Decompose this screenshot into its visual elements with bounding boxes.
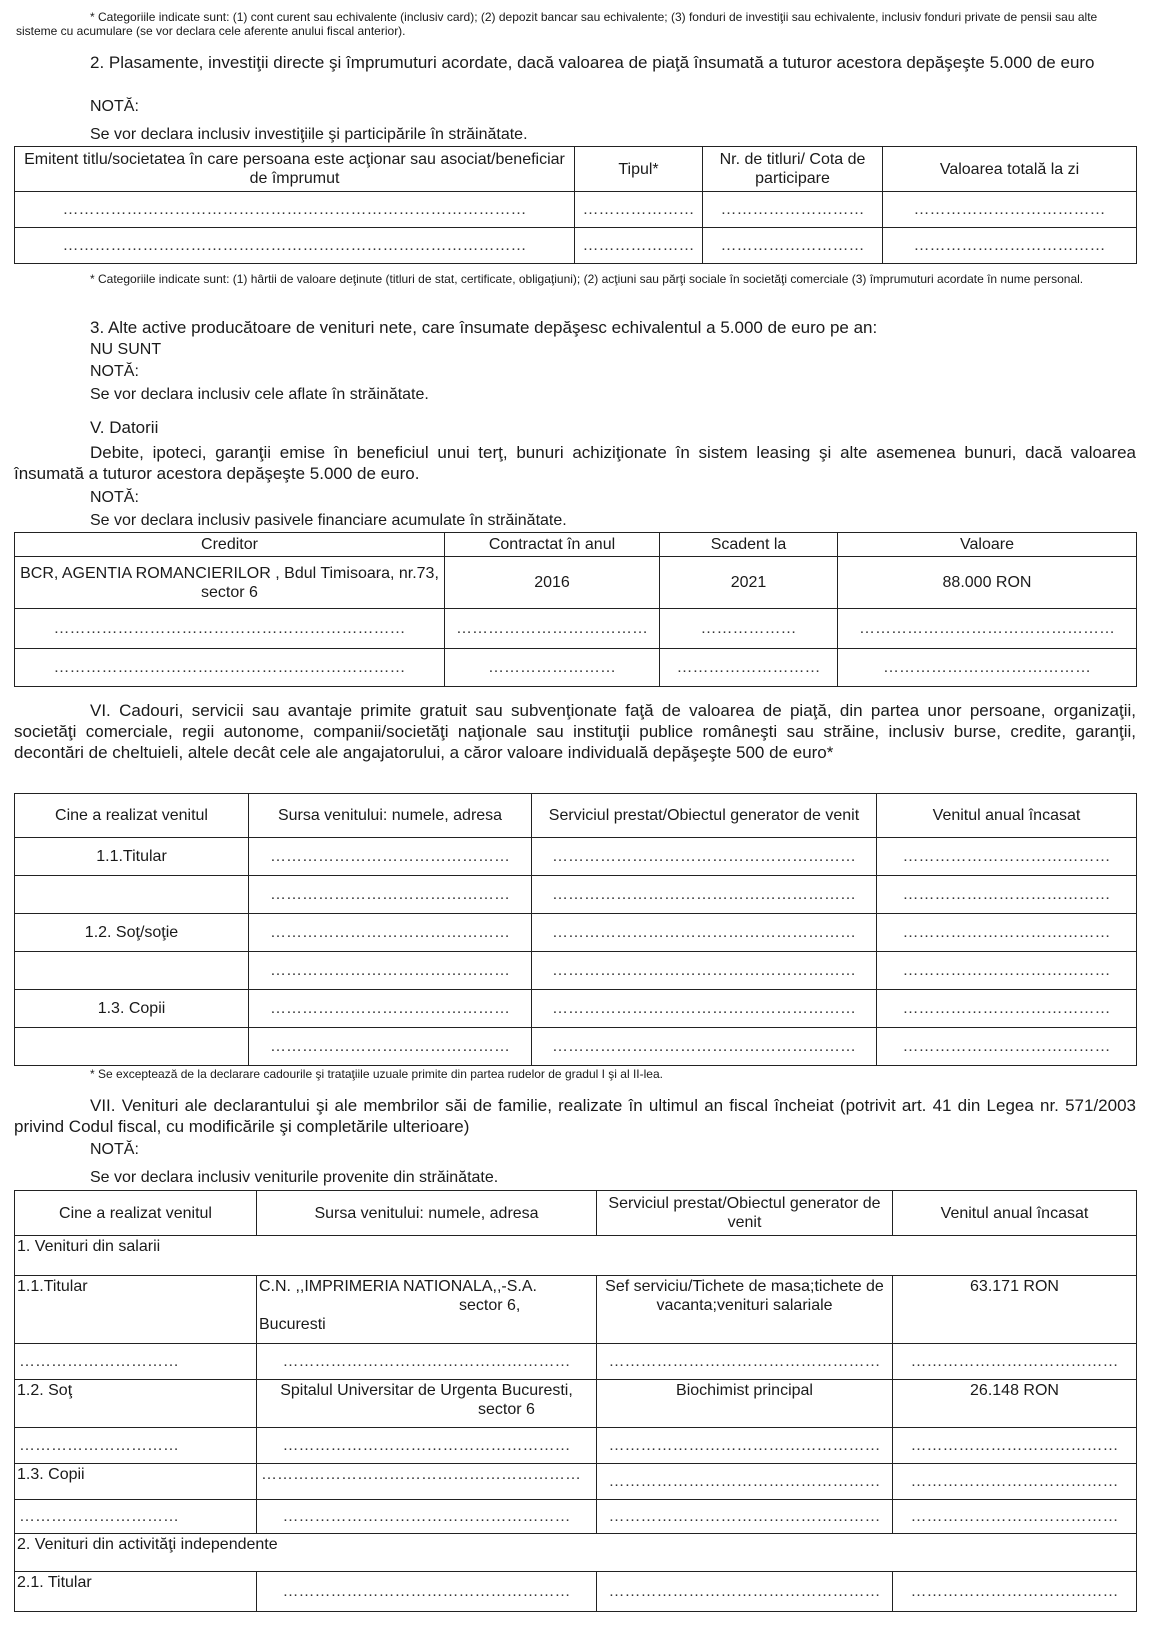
debts-header-due: Scadent la (660, 533, 838, 557)
section-5-nota-text: Se vor declara inclusiv pasivele financiare acumulate în străinătate. (90, 512, 567, 529)
table-row: 2.1. Titular ……………………………………………… …………………………………………… ………………………………… (15, 1572, 1137, 1612)
debts-table (14, 532, 1137, 687)
gifts-header-income: Venitul anual încasat (877, 794, 1137, 838)
section-2-heading: 2. Plasamente, investiţii directe şi împrumuturi acordate, dacă valoarea de piaţă însumată a tuturor acestora depăşeşte 5.000 de euro (90, 53, 1095, 72)
income-titular-service: Sef serviciu/Tichete de masa;tichete de vacanta;venituri salariale (597, 1276, 893, 1344)
section-7-nota-text: Se vor declara inclusiv veniturile provenite din străinătate. (90, 1169, 499, 1186)
section-2-nota: NOTĂ: (90, 98, 139, 115)
investments-header-value: Valoarea totală la zi (883, 147, 1137, 192)
table-row: ………………………………………………………… …………………… ……………………… ………………………………… (15, 649, 1137, 687)
table-row: ……………………………………… ………………………………………………… ………………………………… (15, 876, 1137, 914)
table-row: ………………………………………………………… ……………………………… ……………… ………………………………………… (15, 609, 1137, 649)
gifts-header-service: Serviciul prestat/Obiectul generator de venit (532, 794, 877, 838)
income-header-service: Serviciul prestat/Obiectul generator de venit (597, 1191, 893, 1236)
table-row: 1.3. Copii …………………………………………………… …………………………………………… ………………………………… (15, 1464, 1137, 1500)
table-row: ………………………… ……………………………………………… …………………………………………… ………………………………… (15, 1428, 1137, 1464)
income-spouse-amount: 26.148 RON (893, 1380, 1137, 1428)
debts-header-year: Contractat în anul (445, 533, 660, 557)
table-row: ……………………………………… ………………………………………………… ………………………………… (15, 1028, 1137, 1066)
income-children-label: 1.3. Copii (15, 1464, 257, 1500)
income-titular-amount: 63.171 RON (893, 1276, 1137, 1344)
income-header-income: Venitul anual încasat (893, 1191, 1137, 1236)
table-row: …………………………………………………………………………… ………………… ……………………… ……………………………… (15, 228, 1137, 264)
table-row: 1.1.Titular ……………………………………… ………………………………………………… ………………………………… (15, 838, 1137, 876)
debt-due: 2021 (660, 557, 838, 609)
table-row: ……………………………………… ………………………………………………… ………………………………… (15, 952, 1137, 990)
debts-header-creditor: Creditor (15, 533, 445, 557)
gifts-header-source: Sursa venitului: numele, adresa (249, 794, 532, 838)
table-row: 1.2. Soţ/soţie ……………………………………… ………………………………………………… ………………………………… (15, 914, 1137, 952)
debts-header-value: Valoare (838, 533, 1137, 557)
income-spouse-source: Spitalul Universitar de Urgenta Bucuresti, sector 6 (257, 1380, 597, 1428)
income-category-independent: 2. Venituri din activităţi independente (15, 1534, 1137, 1572)
income-header-source: Sursa venitului: numele, adresa (257, 1191, 597, 1236)
table-row: 1.3. Copii ……………………………………… ………………………………………………… ………………………………… (15, 990, 1137, 1028)
income-titular-label: 1.1.Titular (15, 1276, 257, 1344)
footnote-gifts: * Se exceptează de la declarare cadourile şi trataţiile uzuale primite din partea rudelor de gradul I şi al II-lea. (90, 1067, 663, 1081)
gifts-header-who: Cine a realizat venitul (15, 794, 249, 838)
table-row: …………………………………………………………………………… ………………… ……………………… ……………………………… (15, 192, 1137, 228)
section-5-text: Debite, ipoteci, garanţii emise în beneficiul unui terţ, bunuri achiziţionate în sistem leasing şi alte asemenea bunuri, dacă valoarea însumată a tuturor acestora depăşeşte 5.000 de euro. (14, 443, 1136, 483)
section-2-nota-text: Se vor declara inclusiv investiţiile şi participările în străinătate. (90, 126, 528, 143)
income-category-salaries: 1. Venituri din salarii (15, 1236, 1137, 1276)
income-header-who: Cine a realizat venitul (15, 1191, 257, 1236)
section-6-text: VI. Cadouri, servicii sau avantaje primite gratuit sau subvenţionate faţă de valoarea de piaţă, din partea unor persoane, organizaţii, societăţi comerciale, regii autonome, companii/societăţi naţionale sau instituţii publice româneşti sau străine, inclusiv burse, credite, garanţii, decontări de cheltuieli, altele decât cele ale angajatorului, a căror valoare individuală depăşeşte 500 de euro* (14, 701, 1136, 762)
section-3-value: NU SUNT (90, 341, 162, 358)
footnote-categories-accounts: * Categoriile indicate sunt: (1) cont curent sau echivalente (inclusiv card); (2) depozit bancar sau echivalente; (3) fonduri de investiţii sau echivalente, inclusiv fonduri private de pensii sau alte sisteme cu acumulare (se vor declara cele aferente anului fiscal anterior). (16, 10, 1098, 38)
investments-header-type: Tipul* (575, 147, 703, 192)
section-5-title: V. Datorii (90, 418, 159, 437)
debt-value: 88.000 RON (838, 557, 1137, 609)
section-7-text: VII. Venituri ale declarantului şi ale membrilor săi de familie, realizate în ultimul an fiscal încheiat (potrivit art. 41 din Legea nr. 571/2003 privind Codul fiscal, cu modificările şi completările ulterioare) (14, 1096, 1136, 1136)
table-row: ………………………… ……………………………………………… …………………………………………… ………………………………… (15, 1344, 1137, 1380)
investments-table (14, 146, 1137, 264)
income-spouse-service: Biochimist principal (597, 1380, 893, 1428)
section-3-heading: 3. Alte active producătoare de venituri nete, care însumate depăşesc echivalentul a 5.000 de euro pe an: (90, 318, 878, 337)
investments-header-issuer: Emitent titlu/societatea în care persoana este acţionar sau asociat/beneficiar de împrumut (15, 147, 575, 192)
gifts-row-titular: 1.1.Titular (15, 838, 249, 876)
income-spouse-label: 1.2. Soţ (15, 1380, 257, 1428)
debt-year: 2016 (445, 557, 660, 609)
table-row (15, 1380, 1137, 1428)
gifts-row-children: 1.3. Copii (15, 990, 249, 1028)
income-titular-source: C.N. ,,IMPRIMERIA NATIONALA,,-S.A. sector 6, Bucuresti (257, 1276, 597, 1344)
section-5-nota: NOTĂ: (90, 489, 139, 506)
table-row (15, 557, 1137, 609)
income-table (14, 1190, 1137, 1612)
section-3-nota-text: Se vor declara inclusiv cele aflate în străinătate. (90, 386, 429, 403)
income-titular2-label: 2.1. Titular (15, 1572, 257, 1612)
section-3-nota: NOTĂ: (90, 363, 139, 380)
table-row (15, 1276, 1137, 1344)
gifts-row-spouse: 1.2. Soţ/soţie (15, 914, 249, 952)
debt-creditor: BCR, AGENTIA ROMANCIERILOR , Bdul Timisoara, nr.73, sector 6 (15, 557, 445, 609)
footnote-categories-investments: * Categoriile indicate sunt: (1) hârtii de valoare deţinute (titluri de stat, certificate, obligaţiuni); (2) acţiuni sau părţi sociale în societăţi comerciale (3) împrumuturi acordate în nume personal. (90, 272, 1084, 286)
investments-header-count: Nr. de titluri/ Cota de participare (703, 147, 883, 192)
gifts-table (14, 793, 1137, 1066)
table-row: ………………………… ……………………………………………… …………………………………………… ………………………………… (15, 1500, 1137, 1534)
section-7-nota: NOTĂ: (90, 1141, 139, 1158)
